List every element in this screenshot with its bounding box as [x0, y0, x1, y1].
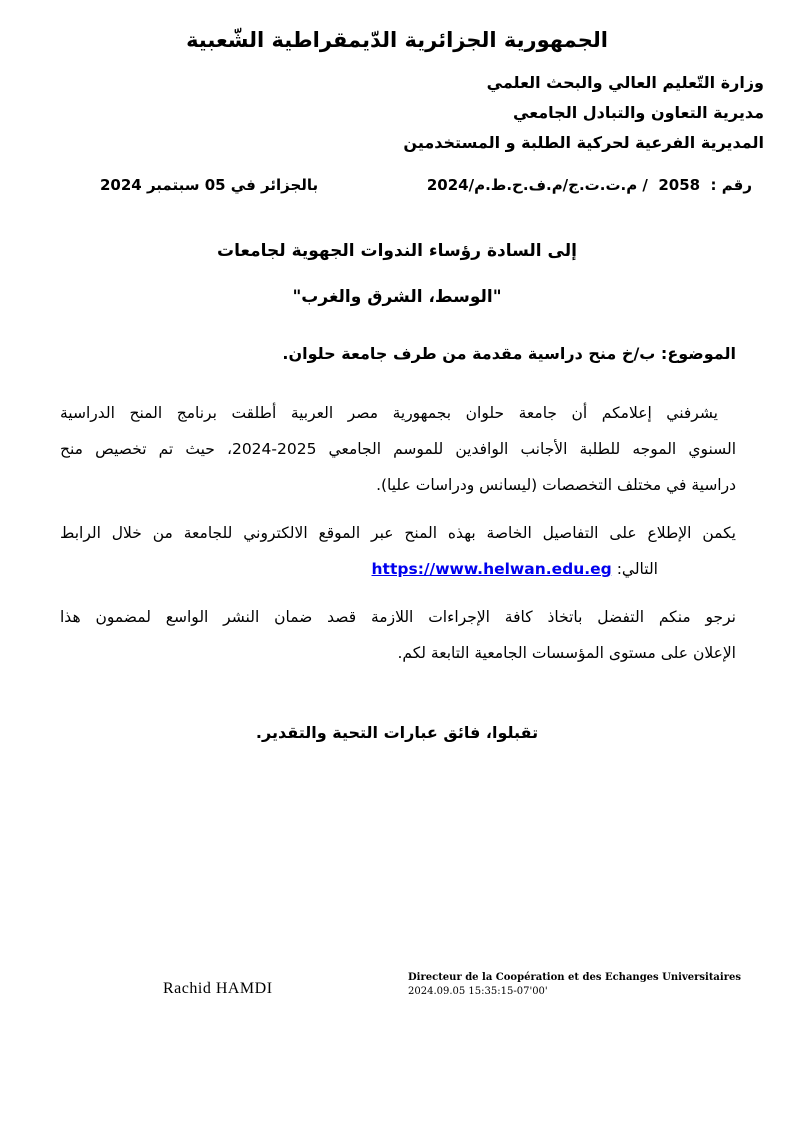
signature-timestamp: 2024.09.05 15:35:15-07'00' — [408, 986, 548, 997]
reference-row — [0, 158, 794, 194]
directorate-line: مديرية التعاون والتبادل الجامعي — [513, 103, 764, 122]
signer-name: Rachid HAMDI — [163, 980, 273, 997]
paragraph-2-link-line — [0, 551, 794, 587]
paragraph-3-line-2: الإعلان على مستوى المؤسسات الجامعية التابعة لكم. — [397, 644, 736, 662]
ministry-line: وزارة التّعليم العالي والبحث العلمي — [486, 73, 764, 92]
republic-title: الجمهورية الجزائرية الدّيمقراطية الشّعبية — [186, 28, 608, 52]
subject-line: الموضوع: ب/خ منح دراسية مقدمة من طرف جامعة حلوان. — [282, 344, 736, 363]
paragraph-3 — [0, 599, 794, 671]
paragraph-2 — [0, 515, 794, 587]
paragraph-2-line-1: يكمن الإطلاع على التفاصيل الخاصة بهذه المنح عبر الموقع الالكتروني للجامعة من خلال الرابط — [60, 524, 736, 542]
sub-directorate-line: المديرية الفرعية لحركية الطلبة و المستخدمين — [403, 133, 764, 152]
ministry-header-block — [0, 52, 794, 158]
place-and-date: بالجزائر في 05 سبتمبر 2024 — [100, 176, 319, 194]
reference-number: رقم : 2058 / م.ت.ت.ج/م.ف.ح.ط.م/2024 — [426, 176, 752, 194]
paragraph-1-line-3: دراسية في مختلف التخصصات (ليسانس ودراسات عليا). — [376, 476, 736, 494]
signature-title: Directeur de la Coopération et des Echanges Universitaires — [408, 972, 741, 983]
addressee-line-1: إلى السادة رؤساء الندوات الجهوية لجامعات — [217, 241, 577, 261]
paragraph-1-line-2: السنوي الموجه للطلبة الأجانب الوافدين للموسم الجامعي 2025-2024، حيث تم تخصيص منح — [60, 440, 737, 458]
link-prefix-label: التالي: — [611, 560, 658, 578]
paragraph-1 — [0, 395, 794, 503]
digital-signature-block — [408, 971, 741, 999]
paragraph-1-line-1: يشرفني إعلامكم أن جامعة حلوان بجمهورية مصر العربية أطلقت برنامج المنح الدراسية — [60, 404, 718, 422]
closing-salutation: تقبلوا، فائق عبارات التحية والتقدير. — [255, 723, 539, 742]
addressee-block — [0, 228, 794, 320]
helwan-website-link[interactable]: https://www.helwan.edu.eg — [371, 560, 612, 578]
addressee-line-2: "الوسط، الشرق والغرب" — [292, 287, 502, 307]
paragraph-3-line-1: نرجو منكم التفضل باتخاذ كافة الإجراءات اللازمة قصد ضمان النشر الواسع لمضمون هذا — [60, 608, 736, 626]
